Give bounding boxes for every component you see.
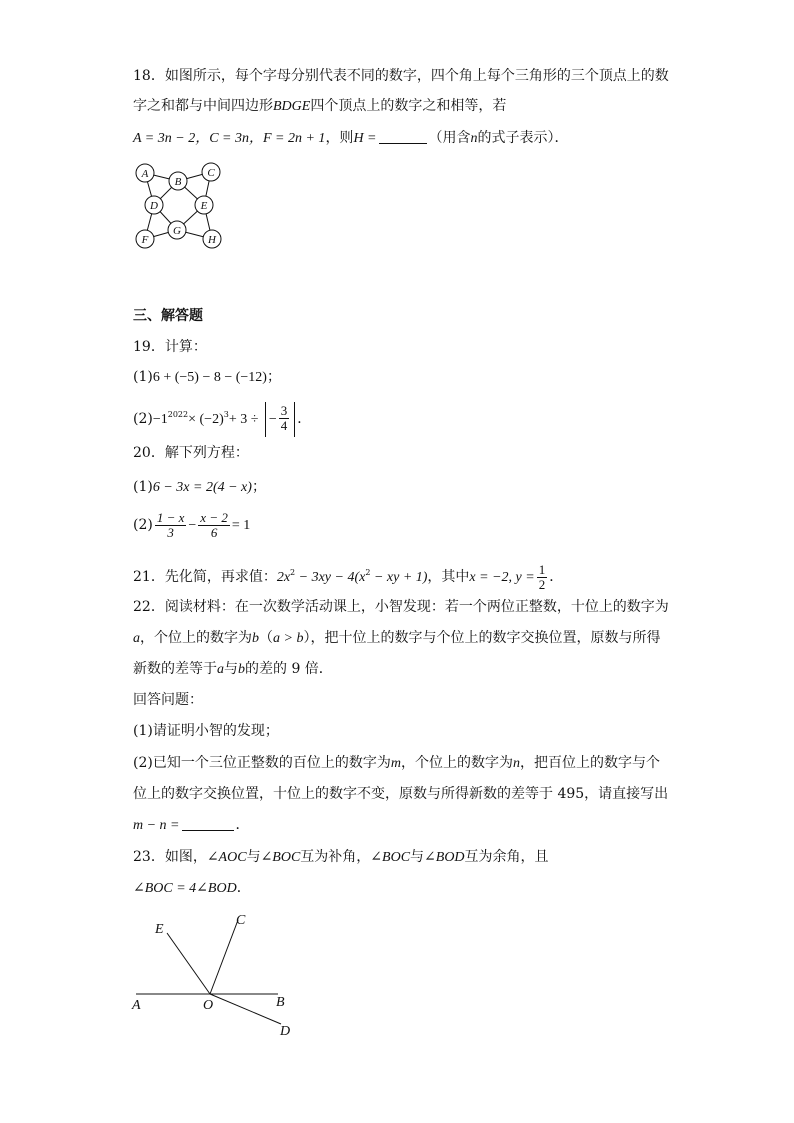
q22-var-b2: b [238,662,245,677]
q23-figure [128,906,308,1042]
label-c: C [236,913,246,928]
q22-cond: a > b [273,631,304,646]
q18-line1 [133,65,669,87]
q20-frac-2 [198,511,230,540]
q18-text-3tail: （用含 [428,130,471,146]
q22-mn-expr: m − n = [133,818,180,833]
q19-p2-end: ． [297,411,312,427]
q20-frac-1 [155,511,187,540]
q20-part1 [133,476,266,499]
label-e: E [155,922,164,937]
q19-abs-sign: − [268,411,277,427]
q22-answer-blank [182,816,234,831]
section-title: 三、解答题 [133,308,203,324]
q18-text-3end: 的式子表示）． [477,130,569,146]
q22-var-n: n [512,756,520,771]
q20-p1-end: ； [251,479,266,495]
q19-frac-den: 4 [280,418,288,433]
q19-p2-b: × (−2) [188,412,224,427]
q22-line3 [133,658,333,681]
q23-angle-boc: ∠BOC [260,850,301,865]
q18-text-3mid: ，则 [325,130,354,146]
q19-p1-expr: 6 + (−5) − 8 − (−12) [152,370,267,385]
q19-p1-end: ； [266,369,281,385]
q22-p2-text-b: ，个位上的数字为 [400,755,513,771]
q22-var-a2: a [217,662,224,677]
q22-p2-end: ． [235,817,250,833]
q22-var-b: b [252,631,259,646]
q19-part2 [133,398,311,437]
q20-frac1-num: 1 − x [156,509,185,525]
label-o: O [203,998,214,1013]
q20-p1-expr: 6 − 3x = 2(4 − x) [152,480,252,495]
q23-line2 [133,877,251,900]
q21-lead: 21．先化简，再求值： [133,569,277,585]
q22-text-3a: 新数的差等于 [133,661,217,677]
q21-expr-a: 2x [276,570,291,585]
node-label-c: C [207,167,215,179]
q19-title: 19．计算： [133,339,207,355]
q21-sup2: 2 [365,568,371,577]
q22-text-3e: 的差的 9 倍． [245,661,333,677]
q20-title: 20．解下列方程： [133,445,249,461]
q18-text-2a: 字之和都与中间四边形 [133,98,273,114]
q22-var-a: a [133,631,140,646]
q20-frac2-den: 6 [210,524,218,540]
q18-answer-blank [379,129,427,144]
q18-h-label: H = [353,131,377,146]
q20-p1-label: (1) [133,479,153,495]
q19-p2-label: (2) [133,411,153,427]
node-label-f: F [141,234,149,246]
q23-angle-aoc: ∠AOC [206,850,247,865]
q18-text-2b: 四个顶点上的数字之和相等，若 [310,98,507,114]
q23-text-a: 23．如图， [133,849,207,865]
q18-text-1: 18．如图所示，每个字母分别代表不同的数字，四个角上每个三角形的三个顶点上的数 [133,68,669,84]
label-a: A [132,998,141,1013]
q20-frac2-num: x − 2 [200,509,228,525]
node-label-a: A [141,168,149,180]
q22-answer-title: 回答问题： [133,692,203,708]
q23-line2-end: ． [236,880,251,896]
q21-sup1: 2 [290,568,296,577]
ray-oc [210,920,238,994]
label-b: B [276,995,285,1010]
q20-minus: − [188,518,197,533]
q19-abs-value [265,402,295,437]
q23-angle-boc-2: ∠BOC [370,850,411,865]
q23-angle-bod: ∠BOD [424,850,465,865]
q22-part1: (1)请证明小智的发现； [133,723,279,739]
q22-line1: 22．阅读材料：在一次数学活动课上，小智发现：若一个两位正整数，十位上的数字为 [133,599,669,615]
q22-text-2b: ，个位上的数字为 [140,630,252,646]
q18-line3 [133,127,569,150]
q22-var-m: m [390,756,401,771]
q19-p2-exp: 2022 [167,410,189,419]
q22-part2-line1 [133,752,660,775]
ray-oe [167,933,210,994]
q23-text-c: 与 [246,849,261,865]
q22-text-2f: ），把十位上的数字与个位上的数字交换位置，原数与所得 [303,630,661,646]
q23-text-i: 互为余角，且 [464,849,549,865]
q18-given-expr: A = 3n − 2，C = 3n，F = 2n + 1 [133,131,326,146]
q21-frac [537,563,548,592]
q21-line [133,558,563,593]
node-label-d: D [150,200,158,212]
q21-mid: ，其中 [427,569,470,585]
q22-p2-text-a: (2)已知一个三位正整数的百位上的数字为 [133,755,391,771]
q23-line1 [133,846,549,869]
q21-end: ． [549,569,564,585]
q19-p1-label: (1) [133,369,153,385]
q20-frac1-den: 3 [167,524,174,540]
label-d: D [280,1024,291,1039]
q22-part2-line2: 位上的数字交换位置，十位上的数字不变，原数与所得新数的差等于 495，请直接写出 [133,786,669,802]
q22-paren-open: （ [259,630,273,646]
q19-frac-num: 3 [280,403,288,418]
q22-line2 [133,627,660,650]
q22-text-3c: 与 [224,661,238,677]
q21-expr-c: − xy + 1) [370,570,428,585]
q18-n-var: n [470,131,478,146]
q19-p2-c: + 3 ÷ [228,412,259,427]
q18-line2 [133,95,506,118]
q20-part2 [133,508,250,543]
node-label-g: G [173,225,181,237]
q21-cond: x = −2, y = [469,570,535,585]
q23-text-e: 互为补角， [300,849,371,865]
q20-p2-label: (2) [133,517,153,533]
q21-frac-num: 1 [538,561,546,577]
q19-part1 [133,366,281,389]
node-label-e: E [200,200,208,212]
q21-frac-den: 2 [538,576,546,592]
q19-p2-exp2: 3 [223,410,229,419]
node-label-h: H [208,234,216,246]
q21-expr-b: − 3xy − 4(x [295,570,366,585]
node-label-b: B [174,176,182,188]
q18-figure [128,158,228,254]
q19-frac [279,404,290,433]
q18-quad-label: BDGE [273,99,311,114]
q19-p2-a: −1 [152,412,168,427]
q20-tail: = 1 [231,518,251,533]
q22-p2-text-c: ，把百位上的数字与个 [519,755,660,771]
ray-od [210,994,281,1024]
q23-condition: ∠BOC = 4∠BOD [133,881,237,896]
q22-part2-line3 [133,814,250,837]
q23-text-g: 与 [410,849,425,865]
